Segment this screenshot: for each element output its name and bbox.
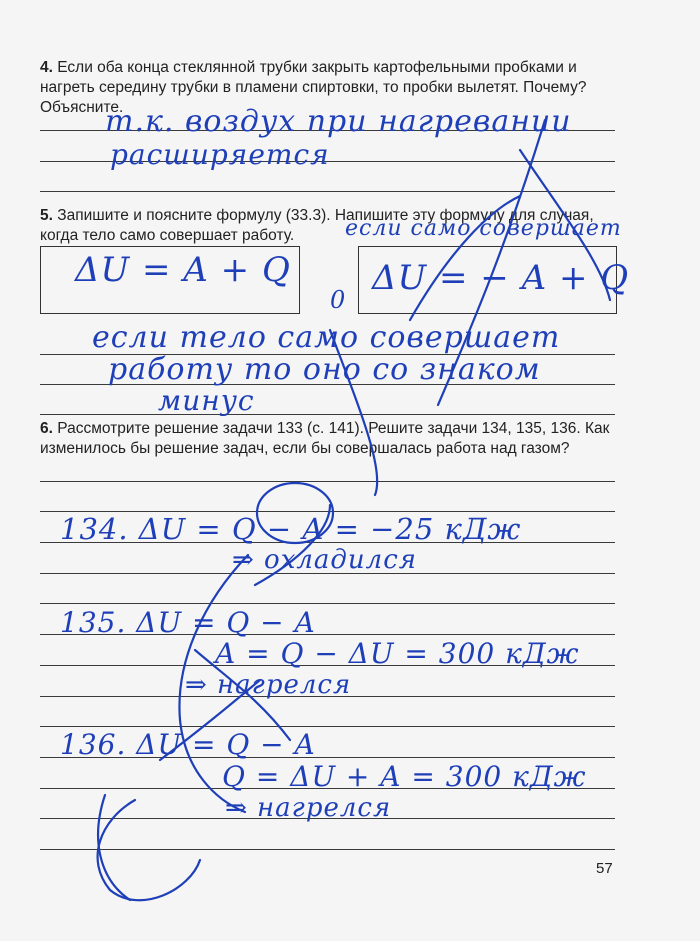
question-4-text: Если оба конца стеклянной трубки закрыть картофельными пробками и нагреть середину трубки в пламени спиртовки, то пробки вылетят. Почему? Объясните. (40, 59, 587, 116)
scribble-stroke (410, 196, 520, 320)
q5-answer-line-3: минус (158, 384, 255, 417)
scribble-stroke (330, 330, 377, 495)
solution-135-line-2: A = Q − ΔU = 300 кДж (215, 637, 580, 670)
solution-136-line-1: 136. ΔU = Q − A (60, 728, 316, 761)
scribble-stroke (179, 555, 248, 812)
solution-136-line-3: ⇒ нагрелся (225, 793, 392, 823)
scribble-stroke (255, 505, 330, 585)
question-4-number: 4. (40, 59, 53, 76)
question-6-text: Рассмотрите решение задачи 133 (с. 141). Решите задачи 134, 135, 136. Как изменилось бы решение задач, если бы совершалась работа над газом? (40, 420, 610, 457)
q4-answer-line-2: расширяется (110, 138, 330, 171)
scribble-circle (257, 483, 333, 543)
q5-zero-mark: 0 (330, 286, 347, 314)
question-5-number: 5. (40, 207, 53, 224)
question-5-text: Запишите и поясните формулу (33.3). Напишите эту формулу для случая, когда тело само совершает работу. (40, 207, 594, 244)
question-6-number: 6. (40, 420, 53, 437)
solution-135-line-3: ⇒ нагрелся (185, 670, 352, 700)
q5-answer-line-1: если тело само совершает (92, 320, 561, 355)
solution-135-line-1: 135. ΔU = Q − A (60, 606, 316, 639)
q5-answer-line-2: работу то оно со знаком (108, 352, 541, 387)
formula-left: ΔU = A + Q (75, 250, 291, 290)
q4-answer-line-1: т.к. воздух при нагревании (105, 104, 572, 139)
solution-136-line-2: Q = ΔU + A = 300 кДж (222, 760, 587, 793)
scribble-stroke (98, 795, 130, 900)
scribble-stroke (160, 680, 260, 760)
scribble-stroke (520, 150, 610, 300)
solution-134-line-1: 134. ΔU = Q − A = −25 кДж (60, 512, 522, 546)
formula-right: ΔU = − A + Q (372, 258, 630, 298)
solution-134-line-2: ⇒ охладился (232, 545, 417, 575)
page-number: 57 (596, 860, 613, 877)
q5-note-top: если само совершает (345, 216, 622, 241)
